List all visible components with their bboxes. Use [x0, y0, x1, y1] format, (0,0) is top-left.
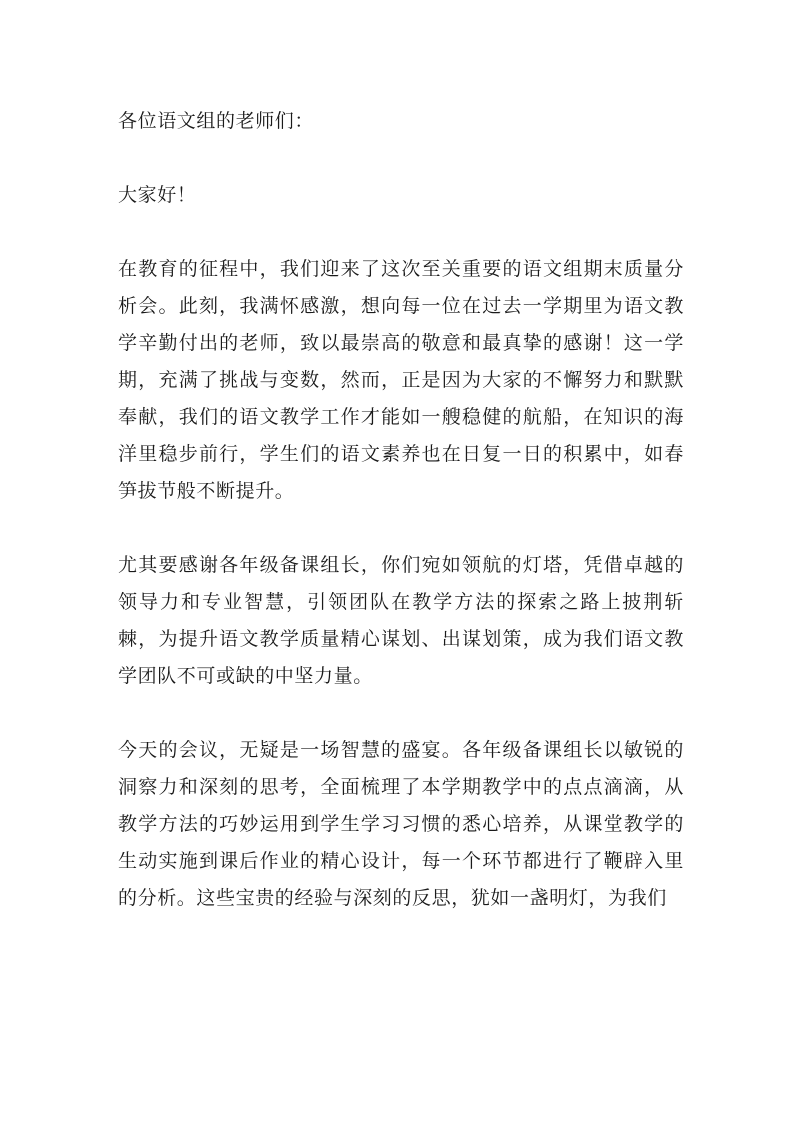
salutation: 各位语文组的老师们： [118, 110, 315, 132]
paragraph-group-leaders: 尤其要感谢各年级备课组长，你们宛如领航的灯塔，凭借卓越的领导力和专业智慧，引领团队在教学方法的探索之路上披荆斩棘，为提升语文教学质量精心谋划、出谋划策，成为我们语文教学团队不可或缺的中坚力量。 [118, 554, 684, 687]
paragraph-gratitude: 在教育的征程中，我们迎来了这次至关重要的语文组期末质量分析会。此刻，我满怀感激，想向每一位在过去一学期里为语文教学辛勤付出的老师，致以最崇高的敬意和最真挚的感谢！这一学期，充满了挑战与变数，然而，正是因为大家的不懈努力和默默奉献，我们的语文教学工作才能如一艘稳健的航船，在知识的海洋里稳步前行，学生们的语文素养也在日复一日的积累中，如春笋拔节般不断提升。 [118, 258, 684, 502]
greeting: 大家好！ [118, 184, 197, 206]
document-page [118, 103, 684, 917]
paragraph-meeting: 今天的会议，无疑是一场智慧的盛宴。各年级备课组长以敏锐的洞察力和深刻的思考，全面梳理了本学期教学中的点点滴滴，从教学方法的巧妙运用到学生学习习惯的悉心培养，从课堂教学的生动实施到课后作业的精心设计，每一个环节都进行了鞭辟入里的分析。这些宝贵的经验与深刻的反思，犹如一盏明灯，为我们 [118, 739, 684, 909]
